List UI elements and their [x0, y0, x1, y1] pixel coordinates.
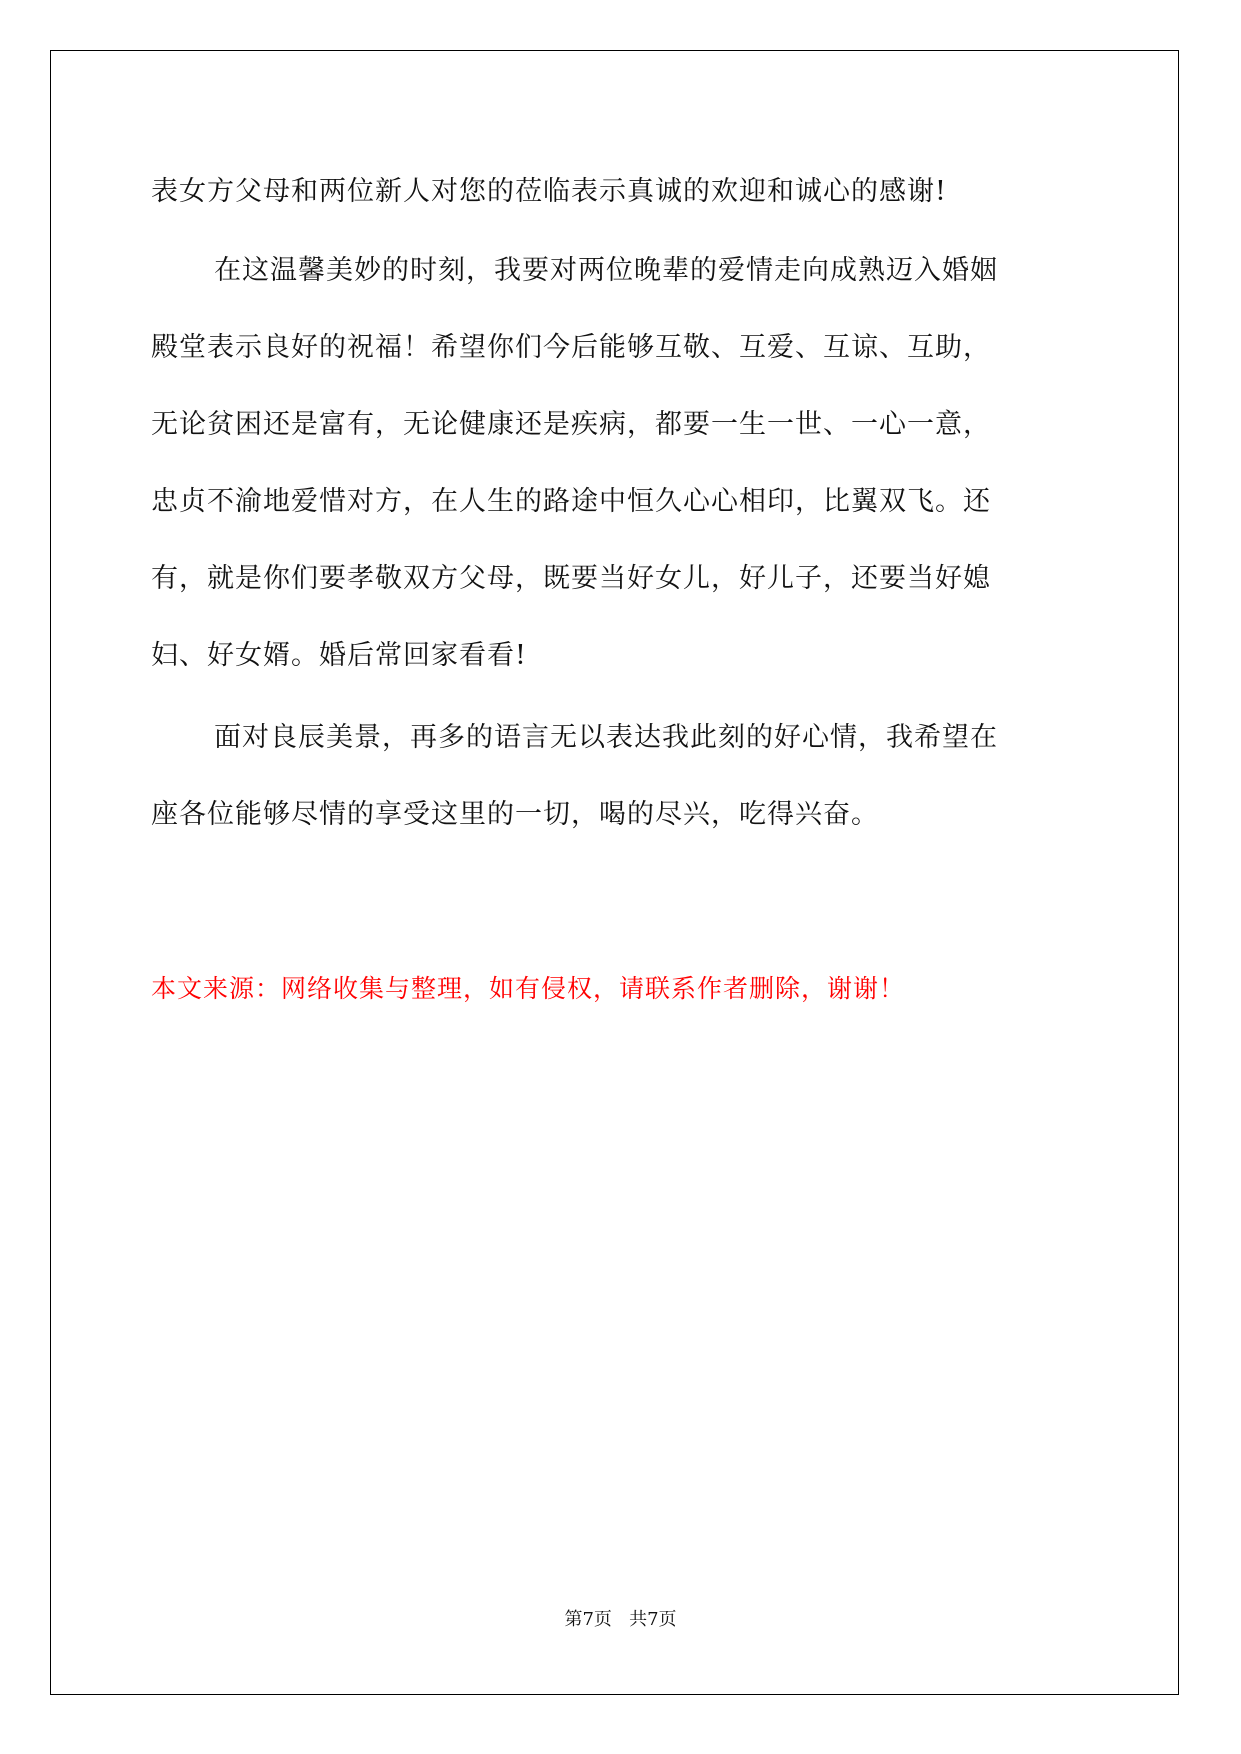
text-line: 无论贫困还是富有，无论健康还是疾病，都要一生一世、一心一意，: [151, 409, 991, 440]
text-line: 殿堂表示良好的祝福！希望你们今后能够互敬、互爱、互谅、互助，: [151, 332, 991, 363]
page-number: 第7页 共7页: [564, 1609, 677, 1630]
text-line: 表女方父母和两位新人对您的莅临表示真诚的欢迎和诚心的感谢!: [151, 176, 947, 207]
text-line: 在这温馨美妙的时刻，我要对两位晚辈的爱情走向成熟迈入婚姻: [214, 255, 998, 286]
text-line: 有，就是你们要孝敬双方父母，既要当好女儿，好儿子，还要当好媳: [151, 563, 991, 594]
paragraph-welcome: [151, 153, 1091, 230]
text-line: 忠贞不渝地爱惜对方，在人生的路途中恒久心心相印，比翼双飞。还: [151, 486, 991, 517]
source-note: 本文来源：网络收集与整理，如有侵权，请联系作者删除，谢谢！: [151, 974, 906, 1003]
text-line: 座各位能够尽情的享受这里的一切，喝的尽兴，吃得兴奋。: [151, 799, 879, 830]
paragraph-blessing: [151, 232, 1091, 694]
text-line: 妇、好女婿。婚后常回家看看!: [151, 640, 527, 671]
paragraph-closing: [151, 699, 1091, 853]
text-line: 面对良辰美景，再多的语言无以表达我此刻的好心情，我希望在: [214, 722, 998, 753]
